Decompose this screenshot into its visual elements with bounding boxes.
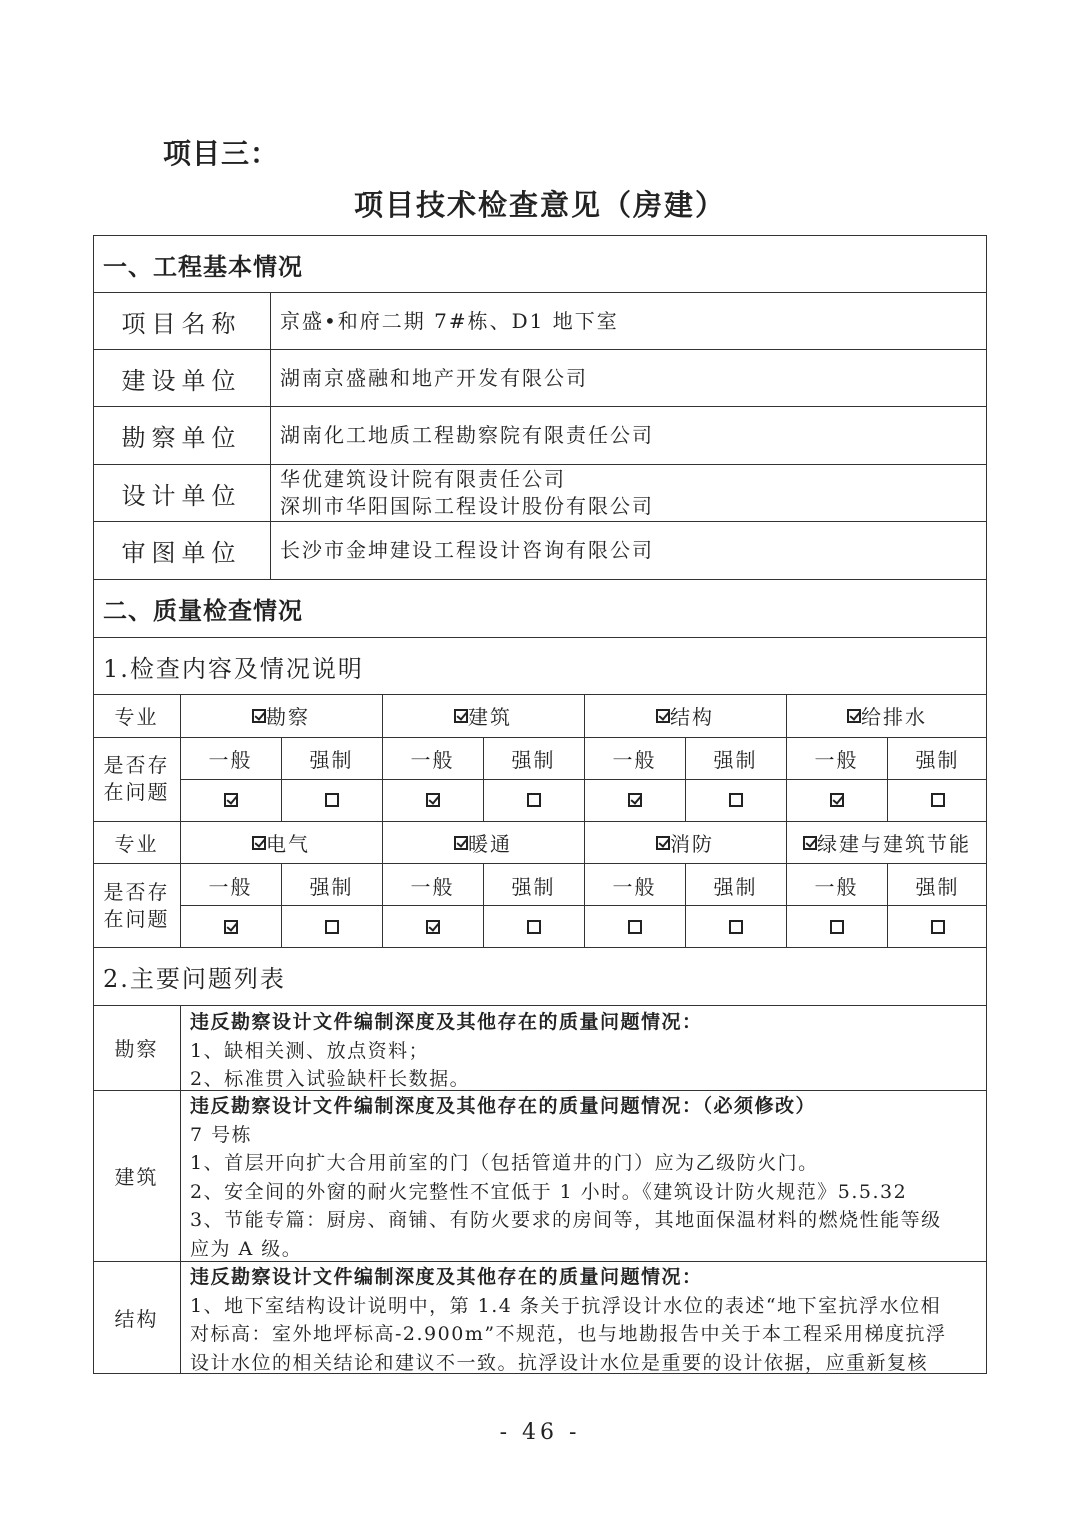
section-quality-check: 二、质量检查情况 [103, 597, 303, 625]
mandatory-check-cell [887, 779, 988, 821]
major-checkbox[interactable] [454, 836, 468, 850]
mandatory-check-cell [281, 906, 382, 948]
design-unit-label: 设计单位 [121, 481, 242, 510]
issue-text-structure: 违反勘察设计文件编制深度及其他存在的质量问题情况： 1、地下室结构设计说明中，第 1.4 条关于抗浮设计水位的表述“地下室抗浮水位相 对标高：室外地坪标高-2.900m”不规范，也与地勘报告中关于本工程采用梯度抗浮 设计水位的相关结论和建议不一致。抗浮设计水位是重要的设计依据，应重新复核 [190, 1266, 947, 1374]
issue-major-architecture: 建筑 [114, 1165, 159, 1189]
major-header [180, 694, 382, 737]
major-header [584, 694, 786, 737]
issue-text-survey: 违反勘察设计文件编制深度及其他存在的质量问题情况： 1、缺相关测、放点资料； 2、标准贯入试验缺杆长数据。 [190, 1011, 703, 1090]
mandatory-check-cell [281, 779, 382, 821]
has-issue-row-label: 是否存在问题 [103, 753, 170, 804]
major-name: 暖通 [468, 832, 512, 856]
level-mandatory-label: 强制 [915, 747, 960, 772]
mandatory-check-cell [887, 906, 988, 948]
issue-text-architecture: 违反勘察设计文件编制深度及其他存在的质量问题情况：（必须修改） 7 号栋 1、首层开向扩大合用前室的门（包括管道井的门）应为乙级防火门。 2、安全间的外窗的耐火完整性不宜低于 1 小时。《建筑设计防火规范》5.5.32 3、节能专篇：厨房、商铺、有防火要求的房间等，其地面保温材料的燃烧性能等级 应为 A 级。 [190, 1095, 942, 1260]
level-mandatory-label: 强制 [713, 874, 758, 899]
level-mandatory-label: 强制 [511, 874, 556, 899]
level-mandatory-label: 强制 [309, 874, 354, 899]
has-issue-row-label: 是否存在问题 [103, 880, 170, 931]
rule [93, 1005, 987, 1006]
mandatory-checkbox[interactable] [325, 793, 339, 807]
review-unit-value: 长沙市金坤建设工程设计咨询有限公司 [280, 538, 654, 562]
level-mandatory-label: 强制 [915, 874, 960, 899]
project-name-value: 京盛•和府二期 7#栋、D1 地下室 [280, 308, 619, 333]
general-check-cell [382, 779, 483, 821]
mandatory-checkbox[interactable] [729, 793, 743, 807]
design-unit-value: 华优建筑设计院有限责任公司 深圳市华阳国际工程设计股份有限公司 [280, 467, 654, 518]
level-mandatory-label: 强制 [309, 747, 354, 772]
general-check-cell [786, 779, 887, 821]
general-checkbox[interactable] [426, 920, 440, 934]
major-header [382, 694, 584, 737]
survey-unit-value: 湖南化工地质工程勘察院有限责任公司 [280, 423, 654, 447]
general-check-cell [180, 779, 281, 821]
level-general-label: 一般 [814, 874, 859, 899]
major-header [584, 821, 786, 864]
developer-value: 湖南京盛融和地产开发有限公司 [280, 365, 588, 390]
level-mandatory-label: 强制 [511, 747, 556, 772]
project-heading: 项目三： [163, 137, 280, 170]
major-name: 勘察 [266, 705, 310, 729]
general-checkbox[interactable] [224, 793, 238, 807]
general-checkbox[interactable] [628, 920, 642, 934]
level-general-label: 一般 [208, 874, 253, 899]
level-mandatory-label: 强制 [713, 747, 758, 772]
section-basic-info: 一、工程基本情况 [103, 252, 303, 281]
major-name: 结构 [670, 705, 714, 729]
general-checkbox[interactable] [830, 920, 844, 934]
general-check-cell [786, 906, 887, 948]
major-header [382, 821, 584, 864]
general-checkbox[interactable] [426, 793, 440, 807]
issue-major-survey: 勘察 [114, 1037, 159, 1061]
level-general-label: 一般 [410, 747, 455, 772]
general-check-cell [180, 906, 281, 948]
mandatory-checkbox[interactable] [931, 793, 945, 807]
general-checkbox[interactable] [224, 920, 238, 934]
major-checkbox[interactable] [847, 709, 861, 723]
mandatory-checkbox[interactable] [931, 920, 945, 934]
issue-major-structure: 结构 [114, 1307, 159, 1331]
mandatory-checkbox[interactable] [325, 920, 339, 934]
major-name: 给排水 [861, 705, 927, 729]
mandatory-check-cell [483, 906, 584, 948]
mandatory-check-cell [483, 779, 584, 821]
major-header [786, 694, 988, 737]
general-check-cell [584, 779, 685, 821]
general-checkbox[interactable] [628, 793, 642, 807]
major-checkbox[interactable] [656, 836, 670, 850]
level-general-label: 一般 [612, 747, 657, 772]
general-checkbox[interactable] [830, 793, 844, 807]
major-header [180, 821, 382, 864]
major-header [786, 821, 988, 864]
mandatory-checkbox[interactable] [729, 920, 743, 934]
mandatory-checkbox[interactable] [527, 793, 541, 807]
major-checkbox[interactable] [803, 836, 817, 850]
major-name: 电气 [266, 832, 310, 856]
major-checkbox[interactable] [656, 709, 670, 723]
developer-label: 建设单位 [121, 366, 242, 395]
project-name-label: 项目名称 [121, 309, 242, 338]
major-row-label: 专业 [114, 832, 159, 856]
level-general-label: 一般 [208, 747, 253, 772]
level-general-label: 一般 [814, 747, 859, 772]
major-name: 建筑 [468, 705, 512, 729]
major-checkbox[interactable] [252, 836, 266, 850]
level-general-label: 一般 [410, 874, 455, 899]
level-general-label: 一般 [612, 874, 657, 899]
major-row-label: 专业 [114, 705, 159, 729]
major-name: 消防 [670, 832, 714, 856]
major-checkbox[interactable] [454, 709, 468, 723]
review-unit-label: 审图单位 [121, 539, 242, 567]
subsection-issue-list: 2.主要问题列表 [103, 965, 286, 993]
subsection-check-content: 1.检查内容及情况说明 [103, 654, 364, 683]
rule [180, 1005, 181, 1374]
mandatory-check-cell [685, 779, 786, 821]
document-title: 项目技术检查意见（房建） [353, 188, 726, 222]
mandatory-checkbox[interactable] [527, 920, 541, 934]
general-check-cell [584, 906, 685, 948]
major-checkbox[interactable] [252, 709, 266, 723]
major-name: 绿建与建筑节能 [817, 832, 971, 856]
general-check-cell [382, 906, 483, 948]
mandatory-check-cell [685, 906, 786, 948]
survey-unit-label: 勘察单位 [121, 424, 242, 452]
page-number: - 46 - [499, 1420, 581, 1445]
